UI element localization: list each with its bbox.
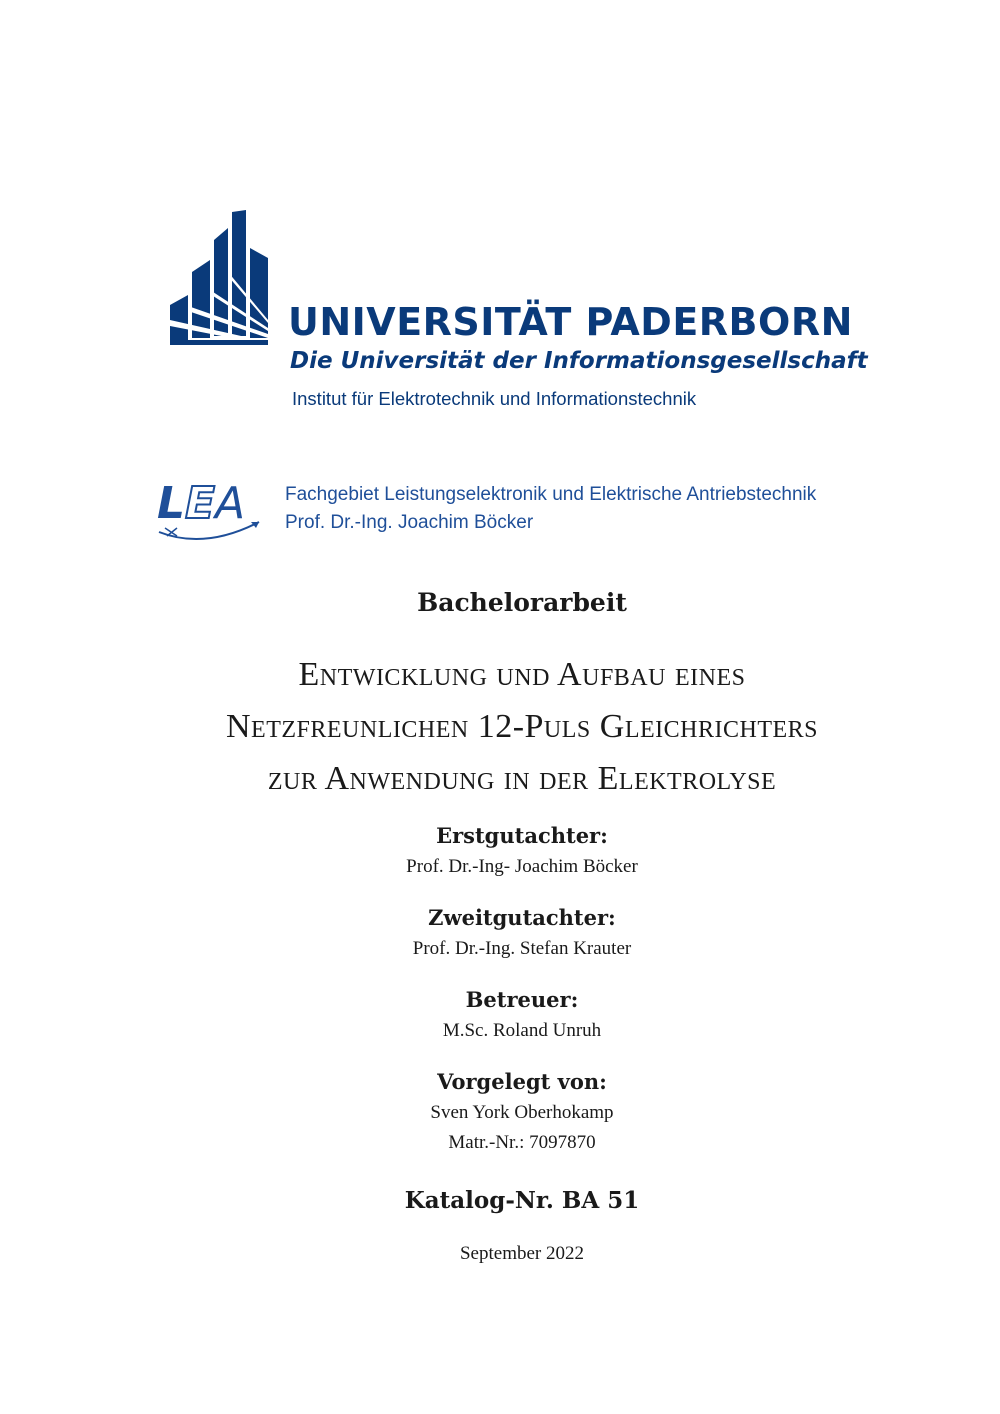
first-reviewer-name: Prof. Dr.-Ing- Joachim Böcker [406,856,638,877]
university-slogan: Die Universität der Informationsgesellschaft [290,348,868,374]
document-type: Bachelorarbeit [417,588,627,617]
catalog-number: Katalog-Nr. BA 51 [404,1187,640,1214]
svg-text:E: E [185,478,213,529]
submission-date: September 2022 [459,1243,584,1264]
supervisor-name: M.Sc. Roland Unruh [442,1020,602,1041]
university-paderborn-logo-icon [170,210,280,345]
university-name: UNIVERSITÄT PADERBORN [288,300,853,344]
department-name: Fachgebiet Leistungselektronik und Elektrische Antriebstechnik [285,484,817,505]
author-label: Vorgelegt von: [437,1069,607,1094]
first-reviewer-label: Erstgutachter: [436,823,608,848]
title-line-2: Netzfreunlichen 12-Puls Gleichrichters [226,708,818,745]
supervisor-label: Betreuer: [465,987,579,1012]
svg-text:L: L [157,478,183,529]
second-reviewer-name: Prof. Dr.-Ing. Stefan Krauter [412,938,632,959]
department-head: Prof. Dr.-Ing. Joachim Böcker [285,512,534,533]
institute-name: Institut für Elektrotechnik und Informationstechnik [292,388,697,409]
author-name: Sven York Oberhokamp [430,1102,614,1123]
svg-text:A: A [215,478,246,529]
matriculation-number: Matr.-Nr.: 7097870 [448,1132,596,1153]
second-reviewer-label: Zweitgutachter: [428,905,616,930]
lea-logo-icon [155,470,267,550]
title-line-1: Entwicklung und Aufbau eines [298,656,746,693]
title-line-3: zur Anwendung in der Elektrolyse [267,760,777,797]
